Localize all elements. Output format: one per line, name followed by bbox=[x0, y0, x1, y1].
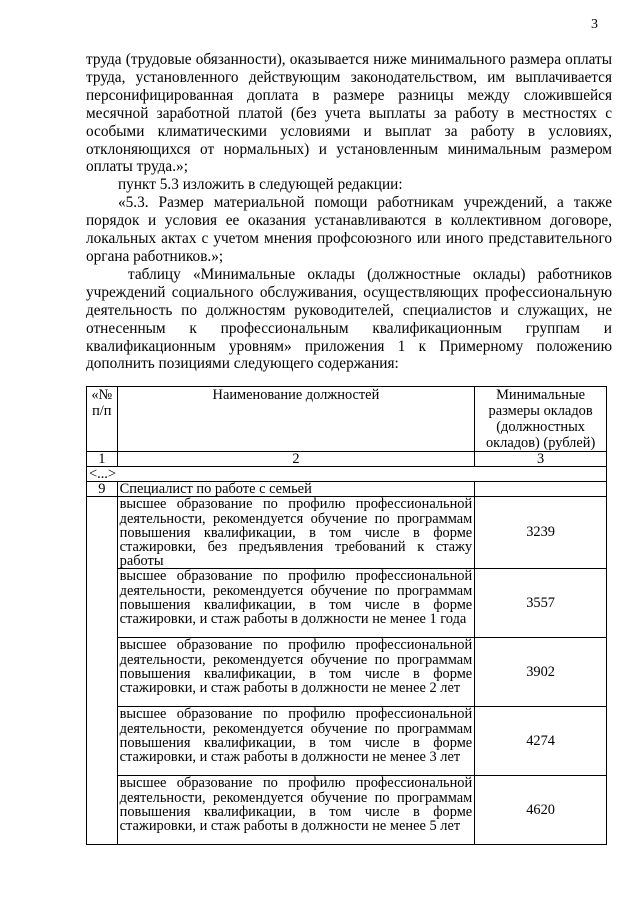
column-number: 2 bbox=[117, 452, 475, 467]
page-number: 3 bbox=[591, 17, 598, 32]
header-number: «№ п/п bbox=[87, 387, 118, 452]
paragraph-5-3-text: «5.3. Размер материальной помощи работникам учреждений, а также порядок и условия ее оказания устанавливаются в коллективном договоре, локальных актах с учетом мнения профсоюзного или иного представительного органа работников.»; bbox=[86, 194, 612, 265]
header-position: Наименование должностей bbox=[117, 387, 475, 452]
column-number-row bbox=[87, 452, 607, 467]
empty-cell bbox=[475, 482, 607, 497]
position-description: высшее образование по профилю профессиональной деятельности, рекомендуется обучение по программам повышения квалификации, в том числе в форме стажировки, и стаж работы в должности не менее 1 года bbox=[117, 569, 475, 638]
paragraph-continuation: труда (трудовые обязанности), оказывается ниже минимального размера оплаты труда, установленного действующим законодательством, им выплачивается персонифицированная доплата в размере разницы между сложившейся месячной заработной платой (без учета выплаты за работу в местностях с особыми климатическими условиями и выплат за работу в условиях, отклоняющихся от нормальных) и установленным минимальным размером оплаты труда.»; bbox=[86, 51, 612, 176]
table-row bbox=[87, 497, 607, 569]
section-row bbox=[87, 482, 607, 497]
position-description: высшее образование по профилю профессиональной деятельности, рекомендуется обучение по программам повышения квалификации, в том числе в форме стажировки, без предъявления требований к стажу работы bbox=[117, 497, 475, 569]
header-salary: Минимальные размеры окладов (должностных окладов) (рублей) bbox=[475, 387, 607, 452]
table-header-row bbox=[87, 387, 607, 452]
position-description: высшее образование по профилю профессиональной деятельности, рекомендуется обучение по программам повышения квалификации, в том числе в форме стажировки, и стаж работы в должности не менее 3 лет bbox=[117, 707, 475, 776]
column-number: 1 bbox=[87, 452, 118, 467]
table-row bbox=[87, 776, 607, 845]
position-description: высшее образование по профилю профессиональной деятельности, рекомендуется обучение по программам повышения квалификации, в том числе в форме стажировки, и стаж работы в должности не менее 2 лет bbox=[117, 638, 475, 707]
section-title: Специалист по работе с семьей bbox=[117, 482, 475, 497]
ellipsis-row bbox=[87, 467, 607, 482]
ellipsis-cell: <...> bbox=[87, 467, 607, 482]
body-text bbox=[86, 51, 612, 373]
salary-table bbox=[86, 386, 607, 845]
paragraph-table-intro: таблицу «Минимальные оклады (должностные оклады) работников учреждений социального обслуживания, осуществляющих профессиональную деятельность по должностям руководителей, специалистов и служащих, не отнесенным к профессиональным квалификационным группам и квалификационным уровням» приложения 1 к Примерному положению дополнить позициями следующего содержания: bbox=[86, 265, 612, 373]
paragraph-point-5-3: пункт 5.3 изложить в следующей редакции: bbox=[118, 176, 403, 194]
salary-value: 3902 bbox=[475, 638, 607, 707]
section-number: 9 bbox=[87, 482, 118, 497]
position-description: высшее образование по профилю профессиональной деятельности, рекомендуется обучение по программам повышения квалификации, в том числе в форме стажировки, и стаж работы в должности не менее 5 лет bbox=[117, 776, 475, 845]
salary-value: 3557 bbox=[475, 569, 607, 638]
table-row bbox=[87, 707, 607, 776]
column-number: 3 bbox=[475, 452, 607, 467]
table-row bbox=[87, 638, 607, 707]
salary-value: 4274 bbox=[475, 707, 607, 776]
salary-value: 3239 bbox=[475, 497, 607, 569]
salary-value: 4620 bbox=[475, 776, 607, 845]
empty-cell bbox=[87, 497, 118, 845]
table-row bbox=[87, 569, 607, 638]
